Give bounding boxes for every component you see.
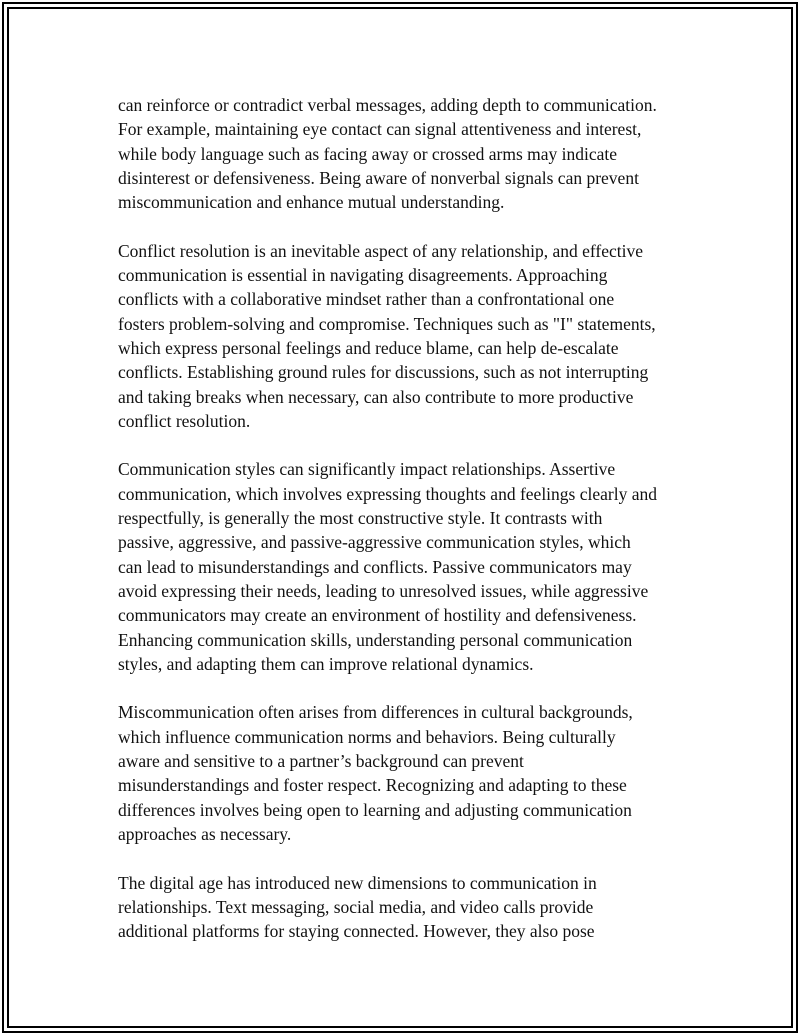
text-line: aware and sensitive to a partner’s background can prevent (118, 751, 524, 772)
paragraph-nonverbal (118, 93, 698, 214)
text-line: additional platforms for staying connected. However, they also pose (118, 921, 595, 942)
text-line: and taking breaks when necessary, can also contribute to more productive (118, 386, 634, 407)
paragraph-miscommunication (118, 700, 698, 846)
text-line: can lead to misunderstandings and conflicts. Passive communicators may (118, 556, 632, 577)
text-line: respectfully, is generally the most constructive style. It contrasts with (118, 508, 603, 529)
text-line: fosters problem-solving and compromise. Techniques such as "I" statements, (118, 313, 656, 334)
text-line: The digital age has introduced new dimensions to communication in (118, 872, 597, 893)
text-line: misunderstandings and foster respect. Recognizing and adapting to these (118, 775, 627, 796)
paragraph-communication-styles (118, 457, 698, 676)
text-line: approaches as necessary. (118, 823, 292, 844)
text-line: avoid expressing their needs, leading to unresolved issues, while aggressive (118, 580, 649, 601)
text-line: communication, which involves expressing thoughts and feelings clearly and (118, 483, 657, 504)
text-line: passive, aggressive, and passive-aggressive communication styles, which (118, 532, 631, 553)
paragraph-conflict-resolution (118, 239, 698, 433)
text-line: disinterest or defensiveness. Being aware of nonverbal signals can prevent (118, 167, 639, 188)
text-line: communication is essential in navigating disagreements. Approaching (118, 265, 608, 286)
text-line: miscommunication and enhance mutual understanding. (118, 192, 505, 213)
text-line: For example, maintaining eye contact can signal attentiveness and interest, (118, 119, 642, 140)
text-line: while body language such as facing away or crossed arms may indicate (118, 143, 618, 164)
text-line: conflicts with a collaborative mindset rather than a confrontational one (118, 289, 615, 310)
text-line: which express personal feelings and reduce blame, can help de-escalate (118, 337, 619, 358)
document-body (118, 93, 698, 968)
text-line: communicators may create an environment of hostility and defensiveness. (118, 605, 637, 626)
text-line: Miscommunication often arises from differences in cultural backgrounds, (118, 702, 633, 723)
text-line: can reinforce or contradict verbal messages, adding depth to communication. (118, 95, 657, 115)
text-line: styles, and adapting them can improve relational dynamics. (118, 653, 534, 674)
text-line: Communication styles can significantly impact relationships. Assertive (118, 459, 616, 480)
text-line: conflict resolution. (118, 410, 251, 431)
text-line: Enhancing communication skills, understanding personal communication (118, 629, 633, 650)
text-line: differences involves being open to learning and adjusting communication (118, 799, 632, 820)
paragraph-digital-age (118, 871, 698, 944)
text-line: relationships. Text messaging, social media, and video calls provide (118, 896, 594, 917)
text-line: conflicts. Establishing ground rules for discussions, such as not interrupting (118, 362, 649, 383)
text-line: Conflict resolution is an inevitable aspect of any relationship, and effective (118, 240, 643, 261)
text-line: which influence communication norms and behaviors. Being culturally (118, 726, 616, 747)
